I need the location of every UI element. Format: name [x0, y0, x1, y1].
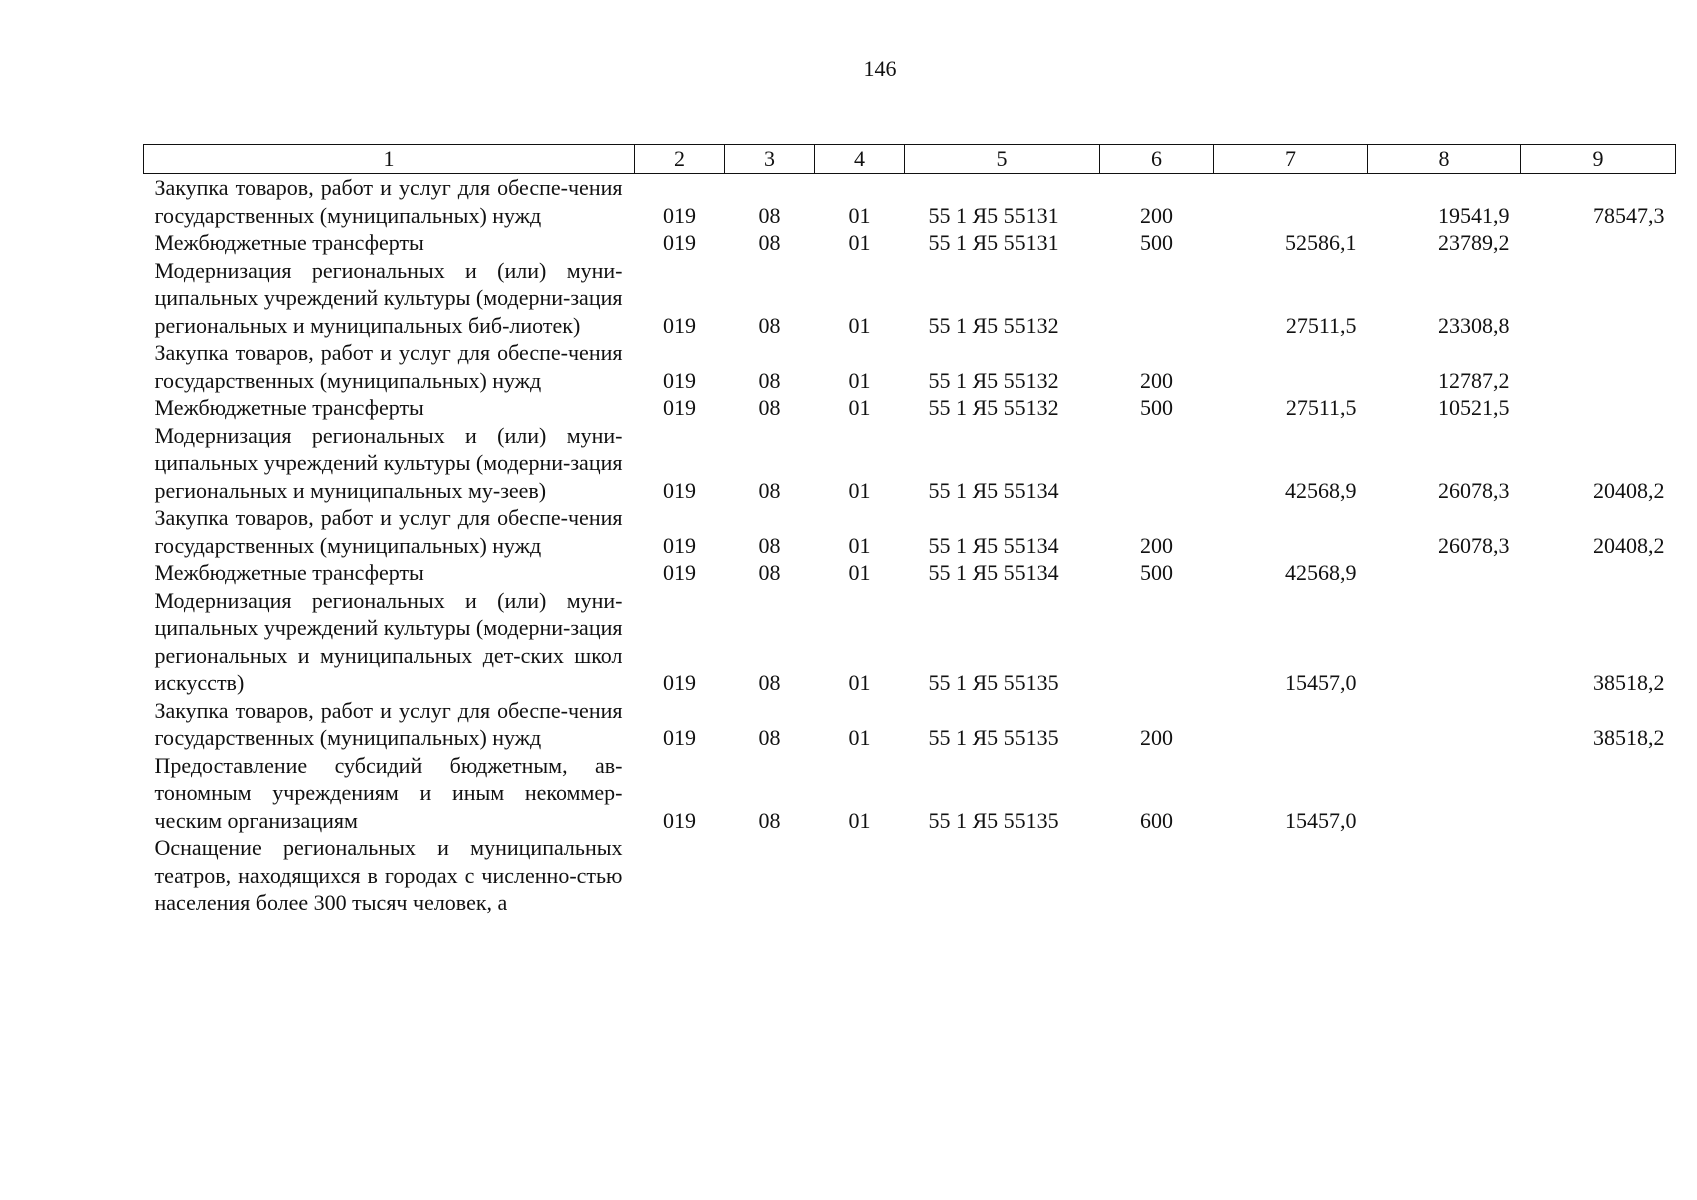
- column-header: 5: [905, 145, 1100, 174]
- cell-subsection-code: 01: [848, 670, 871, 695]
- cell-amount-9: 20408,2: [1593, 532, 1665, 558]
- row-name: Межбюджетные трансферты: [154, 560, 424, 585]
- row-name: Модернизация региональных и (или) муни-ципальных учреждений культуры (модерни-зация региональных и муниципальных биб-лиотек): [154, 257, 623, 338]
- cell-section-code: 08: [758, 395, 781, 420]
- cell-amount-8: [1368, 697, 1521, 752]
- cell-subsection-code: 01: [848, 807, 871, 833]
- cell-subsection-code: 01: [848, 477, 871, 503]
- cell-target-article: 55 1 Я5 55135: [928, 670, 1059, 695]
- cell-ministry-code: 019: [663, 477, 696, 503]
- cell-amount-8: [1368, 834, 1521, 917]
- cell-amount-9: [1521, 752, 1676, 835]
- budget-table: [143, 144, 1676, 917]
- cell-target-article: 55 1 Я5 55132: [928, 312, 1059, 338]
- cell-amount-9: 78547,3: [1593, 202, 1665, 228]
- table-row: [144, 257, 1676, 340]
- column-number-header-row: [144, 145, 1676, 174]
- cell-expense-type: [1100, 422, 1214, 505]
- cell-subsection-code: 01: [848, 367, 871, 393]
- cell-section-code: [725, 834, 815, 917]
- cell-amount-8: [1368, 587, 1521, 697]
- table-row: [144, 559, 1676, 587]
- cell-target-article: 55 1 Я5 55131: [928, 202, 1059, 228]
- cell-amount-9: [1521, 339, 1676, 394]
- row-name: Закупка товаров, работ и услуг для обеспе-чения государственных (муниципальных) нужд: [154, 340, 623, 393]
- cell-ministry-code: 019: [663, 395, 696, 420]
- column-header: 3: [725, 145, 815, 174]
- cell-section-code: 08: [758, 807, 781, 833]
- cell-amount-8: 12787,2: [1438, 367, 1510, 393]
- cell-subsection-code: 01: [848, 202, 871, 228]
- cell-subsection-code: 01: [848, 725, 871, 750]
- cell-ministry-code: 019: [663, 725, 696, 750]
- column-header: 4: [815, 145, 905, 174]
- cell-amount-9: [1521, 394, 1676, 422]
- table-row: [144, 174, 1676, 230]
- cell-section-code: 08: [758, 532, 781, 558]
- row-name: Закупка товаров, работ и услуг для обеспе-чения государственных (муниципальных) нужд: [154, 697, 623, 750]
- cell-amount-7: 42568,9: [1285, 560, 1357, 585]
- cell-amount-7: 42568,9: [1285, 477, 1357, 503]
- cell-expense-type: [1100, 257, 1214, 340]
- cell-ministry-code: [635, 834, 725, 917]
- cell-target-article: 55 1 Я5 55131: [928, 230, 1059, 255]
- table-row: [144, 339, 1676, 394]
- cell-ministry-code: 019: [663, 230, 696, 255]
- cell-target-article: 55 1 Я5 55135: [928, 725, 1059, 750]
- cell-amount-8: [1368, 559, 1521, 587]
- cell-amount-7: 52586,1: [1285, 230, 1357, 255]
- cell-subsection-code: 01: [848, 532, 871, 558]
- cell-amount-8: 23789,2: [1438, 230, 1510, 255]
- table-row: [144, 394, 1676, 422]
- row-name: Модернизация региональных и (или) муни-ципальных учреждений культуры (модерни-зация региональных и муниципальных дет-ских школ искусств): [154, 587, 623, 695]
- cell-ministry-code: 019: [663, 560, 696, 585]
- column-header: 1: [144, 145, 635, 174]
- cell-amount-8: 26078,3: [1438, 532, 1510, 558]
- cell-section-code: 08: [758, 670, 781, 695]
- cell-amount-7: 27511,5: [1285, 312, 1357, 338]
- cell-target-article: [905, 834, 1100, 917]
- cell-expense-type: 200: [1140, 202, 1173, 228]
- cell-expense-type: 500: [1140, 395, 1173, 420]
- table-row: [144, 587, 1676, 697]
- row-name: Межбюджетные трансферты: [154, 395, 424, 420]
- cell-section-code: 08: [758, 725, 781, 750]
- cell-amount-7: [1214, 834, 1368, 917]
- cell-amount-7: 15457,0: [1285, 807, 1357, 833]
- cell-target-article: 55 1 Я5 55134: [928, 560, 1059, 585]
- table-row: [144, 504, 1676, 559]
- cell-ministry-code: 019: [663, 312, 696, 338]
- cell-amount-9: 38518,2: [1593, 725, 1665, 750]
- cell-expense-type: 200: [1140, 532, 1173, 558]
- cell-section-code: 08: [758, 367, 781, 393]
- cell-expense-type: 200: [1140, 367, 1173, 393]
- cell-subsection-code: [815, 834, 905, 917]
- cell-amount-8: 26078,3: [1438, 477, 1510, 503]
- cell-target-article: 55 1 Я5 55132: [928, 367, 1059, 393]
- cell-expense-type: [1100, 587, 1214, 697]
- cell-ministry-code: 019: [663, 670, 696, 695]
- table-row: [144, 752, 1676, 835]
- cell-section-code: 08: [758, 560, 781, 585]
- cell-amount-7: 15457,0: [1285, 670, 1357, 695]
- column-header: 8: [1368, 145, 1521, 174]
- cell-amount-7: [1214, 504, 1368, 559]
- cell-target-article: 55 1 Я5 55134: [928, 477, 1059, 503]
- cell-amount-8: [1368, 752, 1521, 835]
- cell-amount-9: 20408,2: [1593, 477, 1665, 503]
- row-name: Закупка товаров, работ и услуг для обеспе-чения государственных (муниципальных) нужд: [154, 505, 623, 558]
- column-header: 9: [1521, 145, 1676, 174]
- cell-target-article: 55 1 Я5 55134: [928, 532, 1059, 558]
- cell-section-code: 08: [758, 230, 781, 255]
- cell-ministry-code: 019: [663, 202, 696, 228]
- cell-expense-type: [1100, 834, 1214, 917]
- cell-expense-type: 500: [1140, 560, 1173, 585]
- cell-expense-type: 200: [1140, 725, 1173, 750]
- row-name: Предоставление субсидий бюджетным, ав-тономным учреждениям и иным некоммер-ческим организациям: [154, 752, 623, 833]
- cell-amount-9: [1521, 559, 1676, 587]
- cell-amount-7: [1214, 174, 1368, 230]
- table-row: [144, 229, 1676, 257]
- table-row: [144, 834, 1676, 917]
- cell-expense-type: 600: [1140, 807, 1173, 833]
- row-name: Модернизация региональных и (или) муни-ципальных учреждений культуры (модерни-зация региональных и муниципальных му-зеев): [154, 422, 623, 503]
- row-name: Межбюджетные трансферты: [154, 230, 424, 255]
- cell-amount-9: [1521, 229, 1676, 257]
- cell-amount-9: 38518,2: [1593, 670, 1665, 695]
- page-number: 146: [863, 56, 897, 81]
- column-header: 2: [635, 145, 725, 174]
- cell-amount-7: [1214, 339, 1368, 394]
- cell-section-code: 08: [758, 477, 781, 503]
- cell-amount-9: [1521, 834, 1676, 917]
- cell-section-code: 08: [758, 202, 781, 228]
- cell-amount-8: 10521,5: [1438, 395, 1510, 420]
- cell-section-code: 08: [758, 312, 781, 338]
- cell-ministry-code: 019: [663, 807, 696, 833]
- column-header: 6: [1100, 145, 1214, 174]
- cell-amount-9: [1521, 257, 1676, 340]
- cell-subsection-code: 01: [848, 312, 871, 338]
- cell-amount-7: 27511,5: [1285, 395, 1357, 420]
- table-body: [144, 174, 1676, 917]
- column-header: 7: [1214, 145, 1368, 174]
- cell-expense-type: 500: [1140, 230, 1173, 255]
- row-name: Оснащение региональных и муниципальных театров, находящихся в городах с численно-стью населения более 300 тысяч человек, а: [154, 835, 623, 915]
- cell-amount-7: [1214, 697, 1368, 752]
- cell-ministry-code: 019: [663, 367, 696, 393]
- cell-amount-8: 23308,8: [1438, 312, 1510, 338]
- table-row: [144, 422, 1676, 505]
- row-name: Закупка товаров, работ и услуг для обеспе-чения государственных (муниципальных) нужд: [154, 175, 623, 228]
- cell-amount-8: 19541,9: [1438, 202, 1510, 228]
- cell-subsection-code: 01: [848, 395, 871, 420]
- cell-subsection-code: 01: [848, 230, 871, 255]
- cell-subsection-code: 01: [848, 560, 871, 585]
- cell-ministry-code: 019: [663, 532, 696, 558]
- table-row: [144, 697, 1676, 752]
- cell-target-article: 55 1 Я5 55132: [928, 395, 1059, 420]
- cell-target-article: 55 1 Я5 55135: [928, 807, 1059, 833]
